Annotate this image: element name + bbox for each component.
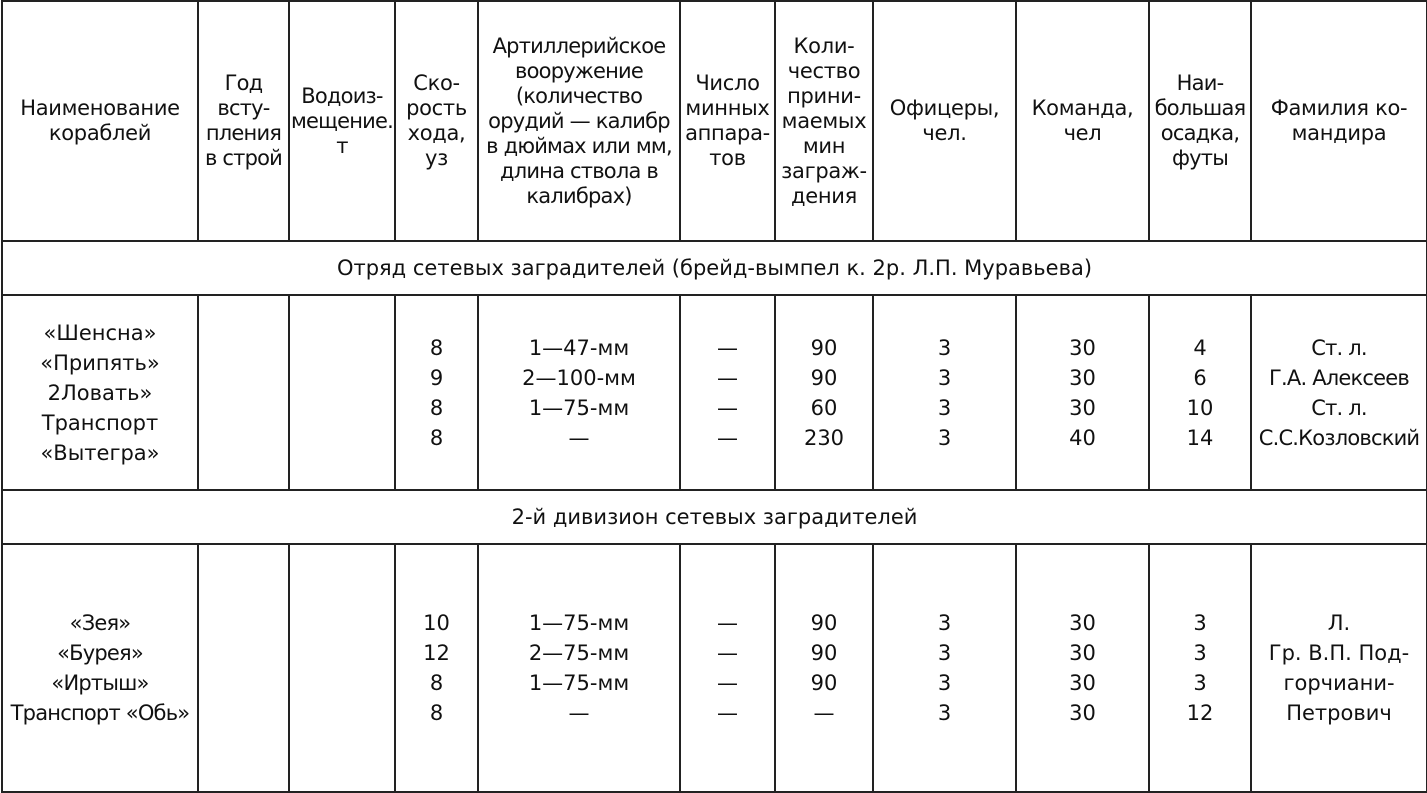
header-ship-name: Наименование кораблей xyxy=(2,1,198,241)
ships-table xyxy=(1,0,1427,793)
cell-commander: Ст. л. Г.А. Алексеев Ст. л. С.С.Козловский xyxy=(1251,295,1427,490)
cell-ship-names: «Зея» «Бурея» «Иртыш» Транспорт «Обь» xyxy=(2,544,198,792)
cell-officers: 3 3 3 3 xyxy=(873,295,1016,490)
cell-year xyxy=(198,295,289,490)
cell-displacement xyxy=(289,295,395,490)
header-row xyxy=(2,1,1427,241)
cell-artillery: 1—47-мм 2—100-мм 1—75-мм — xyxy=(478,295,680,490)
cell-year xyxy=(198,544,289,792)
cell-crew: 30 30 30 30 xyxy=(1016,544,1149,792)
cell-torpedo-tubes: — — — — xyxy=(680,295,775,490)
cell-speed: 8 9 8 8 xyxy=(395,295,478,490)
cell-mines: 90 90 90 — xyxy=(775,544,873,792)
header-officers: Офицеры, чел. xyxy=(873,1,1016,241)
header-displacement: Водоиз- мещение. т xyxy=(289,1,395,241)
section-title: 2-й дивизион сетевых заградителей xyxy=(2,490,1427,544)
table-row xyxy=(2,544,1427,792)
cell-ship-names: «Шенсна» «Припять» 2Ловать» Транспорт «Вытегра» xyxy=(2,295,198,490)
cell-officers: 3 3 3 3 xyxy=(873,544,1016,792)
cell-speed: 10 12 8 8 xyxy=(395,544,478,792)
cell-displacement xyxy=(289,544,395,792)
header-year: Год всту- пления в строй xyxy=(198,1,289,241)
header-torpedo-tubes: Число минных аппара- тов xyxy=(680,1,775,241)
cell-commander: Л. Гр. В.П. Под- горчиани- Петрович xyxy=(1251,544,1427,792)
section-title-row xyxy=(2,241,1427,295)
cell-draft: 3 3 3 12 xyxy=(1149,544,1251,792)
header-crew: Команда, чел xyxy=(1016,1,1149,241)
header-commander: Фамилия ко- мандира xyxy=(1251,1,1427,241)
section-title-row xyxy=(2,490,1427,544)
cell-torpedo-tubes: — — — — xyxy=(680,544,775,792)
header-artillery: Артиллерийское вооружение (количество орудий — калибр в дюймах или мм, длина ствола в калибрах) xyxy=(478,1,680,241)
table-row xyxy=(2,295,1427,490)
header-draft: Наи- большая осадка, футы xyxy=(1149,1,1251,241)
header-speed: Ско- рость хода, уз xyxy=(395,1,478,241)
header-mines: Коли- чество прини- маемых мин заграж- дения xyxy=(775,1,873,241)
cell-artillery: 1—75-мм 2—75-мм 1—75-мм — xyxy=(478,544,680,792)
cell-crew: 30 30 30 40 xyxy=(1016,295,1149,490)
cell-draft: 4 6 10 14 xyxy=(1149,295,1251,490)
cell-mines: 90 90 60 230 xyxy=(775,295,873,490)
section-title: Отряд сетевых заградителей (брейд-вымпел к. 2р. Л.П. Муравьева) xyxy=(2,241,1427,295)
